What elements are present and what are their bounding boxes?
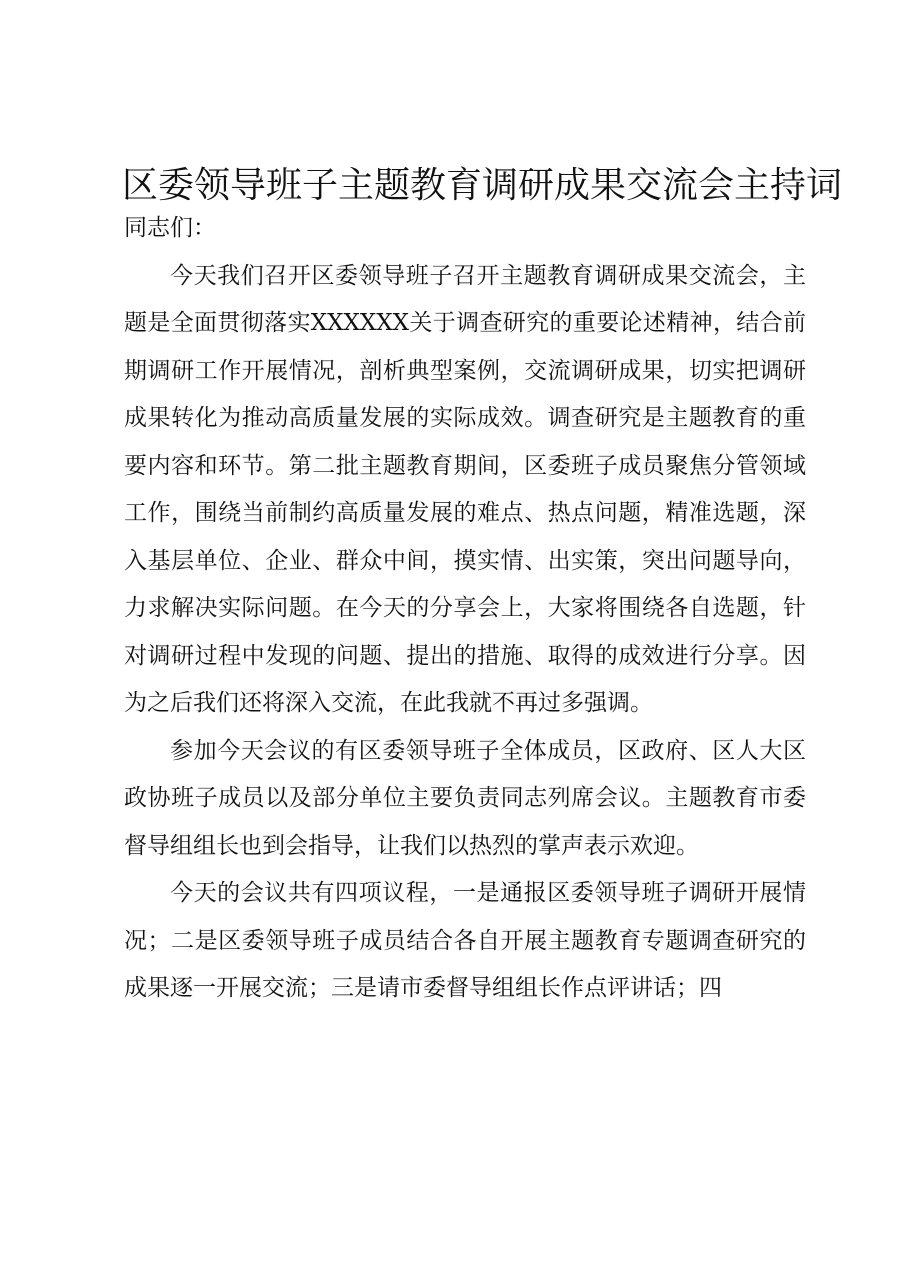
greeting: 同志们：: [124, 215, 216, 241]
document-title: 区委领导班子主题教育调研成果交流会主持词: [122, 165, 843, 206]
document-body: [124, 205, 806, 1013]
paragraph-2: 参加今天会议的有区委领导班子全体成员，区政府、区人大区政协班子成员以及部分单位主要负责同志列席会议。主题教育市委督导组组长也到会指导，让我们以热烈的掌声表示欢迎。: [124, 737, 806, 859]
paragraph-3: 今天的会议共有四项议程，一是通报区委领导班子调研开展情况；二是区委领导班子成员结合各自开展主题教育专题调查研究的成果逐一开展交流；三是请市委督导组组长作点评讲话；四: [124, 880, 806, 1001]
paragraph-1: 今天我们召开区委领导班子召开主题教育调研成果交流会，主题是全面贯彻落实XXXXXX关于调查研究的重要论述精神，结合前期调研工作开展情况，剖析典型案例，交流调研成果，切实把调研成果转化为推动高质量发展的实际成效。调查研究是主题教育的重要内容和环节。第二批主题教育期间，区委班子成员聚焦分管领域工作，围绕当前制约高质量发展的难点、热点问题，精准选题，深入基层单位、企业、群众中间，摸实情、出实策，突出问题导向，力求解决实际问题。在今天的分享会上，大家将围绕各自选题，针对调研过程中发现的问题、提出的措施、取得的成效进行分享。因为之后我们还将深入交流，在此我就不再过多强调。: [124, 262, 806, 716]
